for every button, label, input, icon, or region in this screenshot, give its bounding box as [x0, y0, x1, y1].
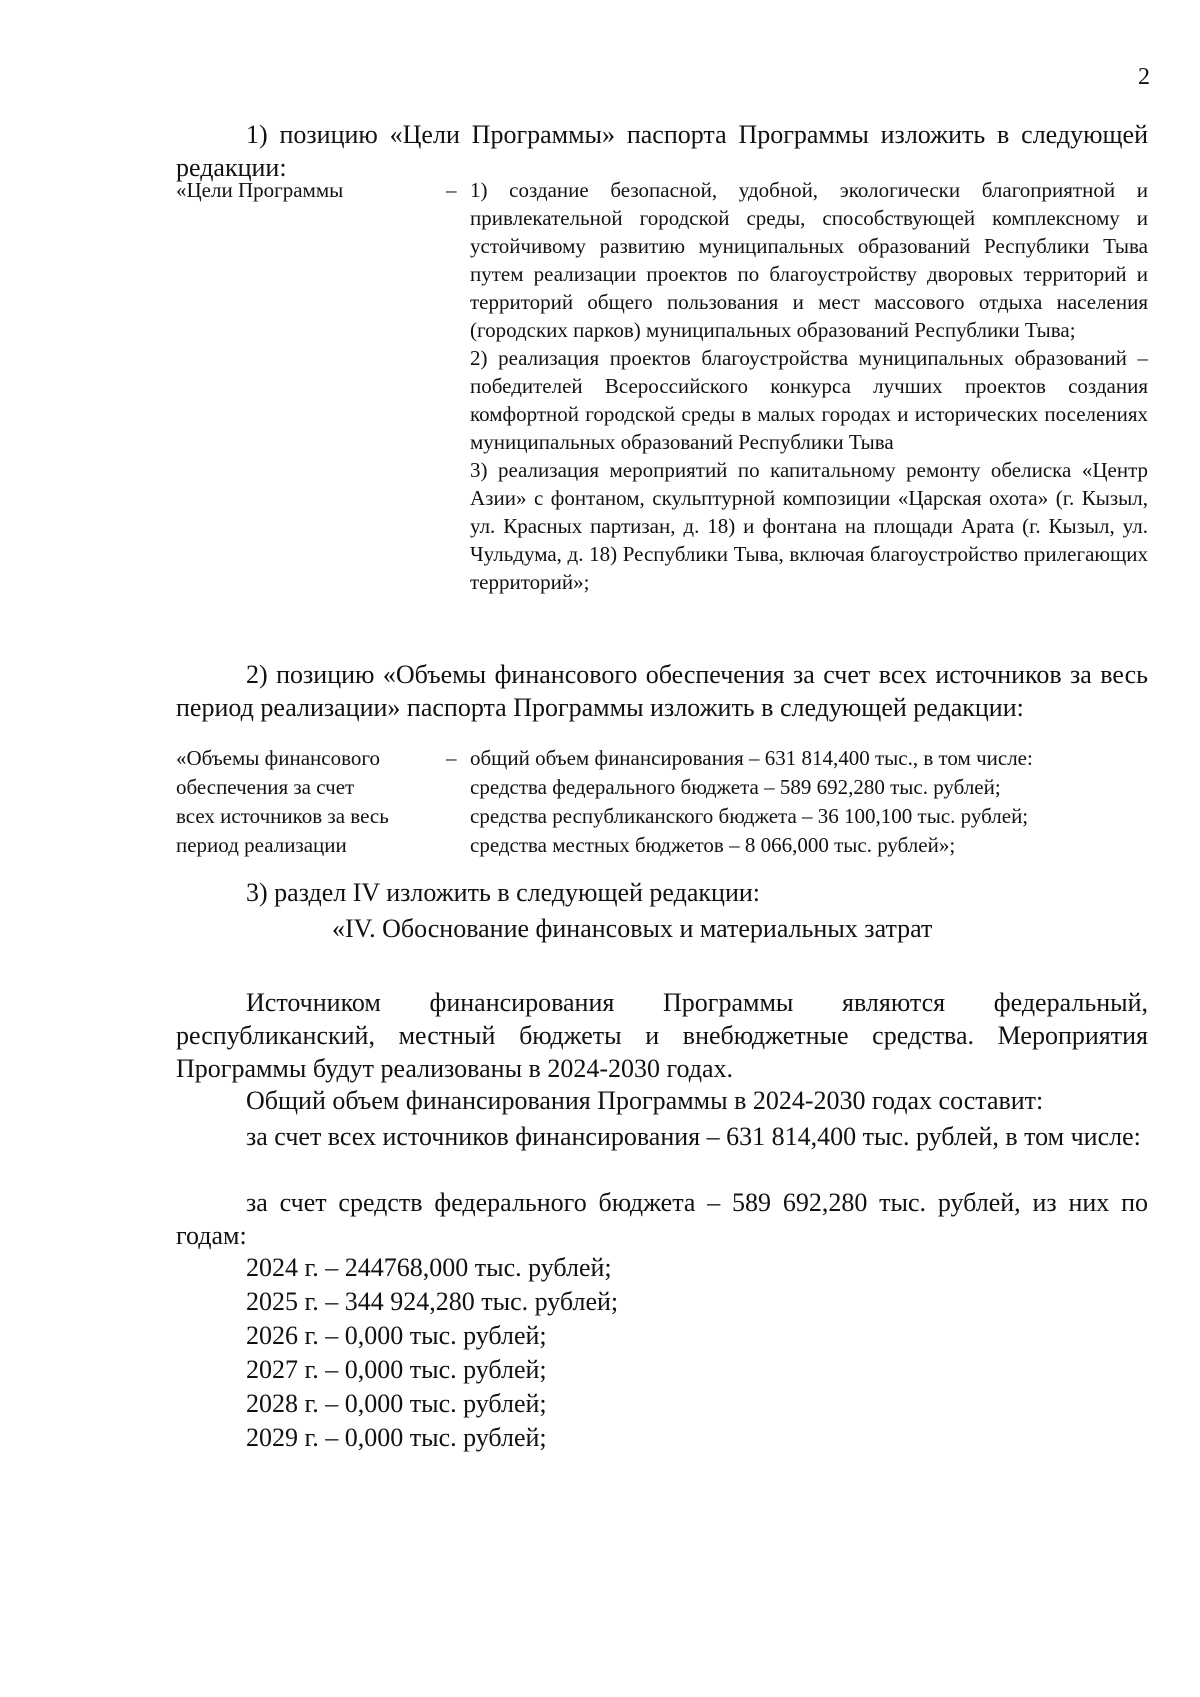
year-line: 2024 г. – 244768,000 тыс. рублей; — [246, 1253, 612, 1282]
finance-value-line: средства местных бюджетов – 8 066,000 тыс. рублей»; — [470, 833, 956, 857]
finance-dash: – — [446, 746, 457, 770]
section-heading: «IV. Обоснование финансовых и материальных затрат — [332, 914, 933, 943]
finance-value-line: средства республиканского бюджета – 36 100,100 тыс. рублей; — [470, 804, 1029, 828]
year-line: 2028 г. – 0,000 тыс. рублей; — [246, 1389, 547, 1418]
page-number: 2 — [1138, 64, 1150, 90]
item2-intro: 2) позицию «Объемы финансового обеспечения за счет всех источников за весь период реализации» паспорта Программы изложить в следующей редакции: — [176, 660, 1148, 722]
year-line: 2027 г. – 0,000 тыс. рублей; — [246, 1355, 547, 1384]
year-line: 2026 г. – 0,000 тыс. рублей; — [246, 1321, 547, 1350]
finance-values — [470, 744, 1148, 860]
body-paragraph-3: за счет всех источников финансирования – 631 814,400 тыс. рублей, в том числе: — [246, 1122, 1141, 1151]
goals-list — [470, 176, 1148, 596]
goal-item: 3) реализация мероприятий по капитальному ремонту обелиска «Центр Азии» с фонтаном, скульптурной композиции «Царская охота» (г. Кызыл, ул. Красных партизан, д. 18) и фонтана на площади Арата (г. Кызыл, ул. Чульдума, д. 18) Республики Тыва, включая благоустройство прилегающих территорий»; — [470, 458, 1148, 594]
finance-row — [176, 744, 1148, 860]
body-paragraph-2: Общий объем финансирования Программы в 2024-2030 годах составит: — [246, 1086, 1044, 1115]
item3-intro: 3) раздел IV изложить в следующей редакции: — [246, 878, 760, 907]
body-paragraph-4: за счет средств федерального бюджета – 589 692,280 тыс. рублей, из них по годам: — [176, 1188, 1148, 1250]
finance-label-line: «Объемы финансового — [176, 746, 380, 770]
year-line: 2025 г. – 344 924,280 тыс. рублей; — [246, 1287, 619, 1316]
finance-label-line: всех источников за весь — [176, 804, 389, 828]
finance-label — [176, 744, 446, 860]
goals-dash: – — [446, 178, 457, 202]
goal-item: 2) реализация проектов благоустройства муниципальных образований – победителей Всероссийского конкурса лучших проектов создания комфортной городской среды в малых городах и исторических поселениях муниципальных образований Республики Тыва — [470, 346, 1148, 454]
finance-value-line: общий объем финансирования – 631 814,400 тыс., в том числе: — [470, 746, 1033, 770]
goals-row — [176, 176, 1148, 596]
finance-value-line: средства федерального бюджета – 589 692,280 тыс. рублей; — [470, 775, 1001, 799]
finance-label-line: обеспечения за счет — [176, 775, 355, 799]
year-line: 2029 г. – 0,000 тыс. рублей; — [246, 1423, 547, 1452]
item1-intro: 1) позицию «Цели Программы» паспорта Программы изложить в следующей редакции: — [176, 120, 1148, 182]
goals-label: «Цели Программы — [176, 178, 344, 202]
body-paragraph-1: Источником финансирования Программы являются федеральный, республиканский, местный бюджеты и внебюджетные средства. Мероприятия Программы будут реализованы в 2024-2030 годах. — [176, 988, 1148, 1083]
goal-item: 1) создание безопасной, удобной, экологически благоприятной и привлекательной городской среды, способствующей комплексному и устойчивому развитию муниципальных образований Республики Тыва путем реализации проектов по благоустройству дворовых территорий и территорий общего пользования и мест массового отдыха населения (городских парков) муниципальных образований Республики Тыва; — [470, 178, 1148, 342]
finance-label-line: период реализации — [176, 833, 347, 857]
